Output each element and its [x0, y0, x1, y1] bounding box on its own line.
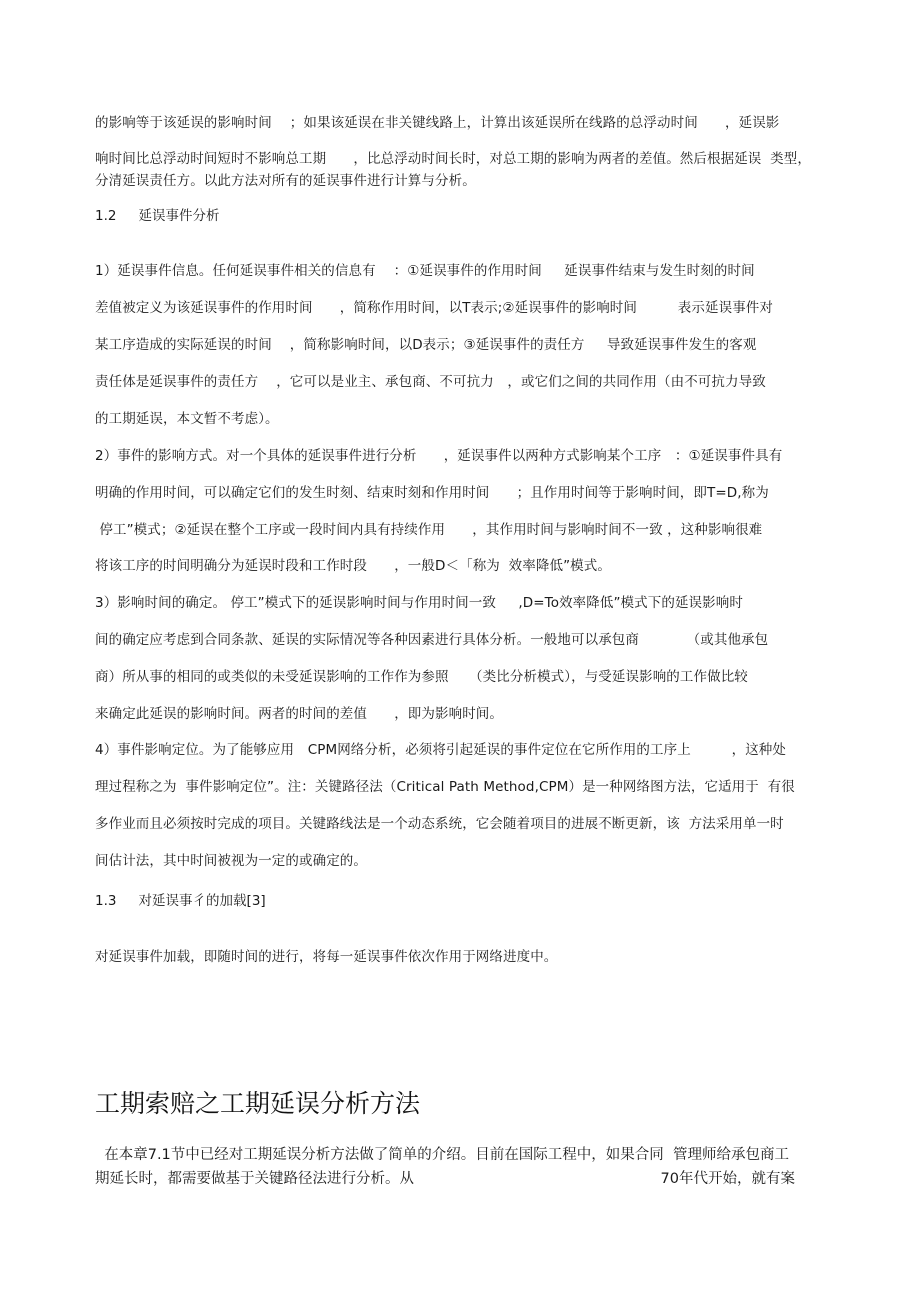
section-heading-1-2: 1.2 延误事件分析	[95, 208, 220, 224]
text-line: 1）延误事件信息。任何延误事件相关的信息有 ：①延误事件的作用时间 延误事件结束与发生时刻的时间	[95, 263, 755, 279]
text-line: 的工期延误，本文暂不考虑）。	[95, 411, 279, 427]
text-line: 商）所从事的相同的或类似的未受延误影响的工作作为参照 （类比分析模式），与受延误影响的工作做比较	[95, 669, 748, 685]
text-line: 响时间比总浮动时间短时不影响总工期 ，比总浮动时间长时，对总工期的影响为两者的差值。然后根据延误 类型，	[95, 151, 811, 167]
text-line: 分清延误责任方。以此方法对所有的延误事件进行计算与分析。	[95, 173, 476, 189]
text-line: 明确的作用时间，可以确定它们的发生时刻、结束时刻和作用时间 ；且作用时间等于影响时间，即T=D,称为	[95, 485, 769, 501]
text-line: 责任体是延误事件的责任方 ，它可以是业主、承包商、不可抗力 ，或它们之间的共同作用（由不可抗力导致	[95, 374, 766, 390]
text-line: 期延长时，都需要做基于关键路径法进行分析。从 70年代开始，就有案	[95, 1171, 795, 1187]
section-heading-1-3: 1.3 对延误事彳的加载[3]	[95, 893, 266, 909]
text-line: 来确定此延误的影响时间。两者的时间的差值 ，即为影响时间。	[95, 706, 503, 722]
text-line: 在本章7.1节中已经对工期延误分析方法做了简单的介绍。目前在国际工程中，如果合同 管理师给承包商工	[95, 1147, 789, 1163]
text-line: 理过程称之为 事件影响定位”。注：关键路径法（Critical Path Method,CPM）是一种网络图方法，它适用于 有很	[95, 779, 795, 795]
text-line: 4）事件影响定位。为了能够应用 CPM网络分析，必须将引起延误的事件定位在它所作用的工序上 ，这种处	[95, 742, 787, 758]
text-line: 间估计法，其中时间被视为一定的或确定的。	[95, 853, 367, 869]
text-line: 某工序造成的实际延误的时间 ，简称影响时间，以D表示；③延误事件的责任方 导致延误事件发生的客观	[95, 337, 757, 353]
text-line: 对延误事件加载，即随时间的进行，将每一延误事件依次作用于网络进度中。	[95, 949, 558, 965]
text-line: 差值被定义为该延误事件的作用时间 ，简称作用时间，以T表示;②延误事件的影响时间 表示延误事件对	[95, 300, 773, 316]
section-title: 工期索赔之工期延误分析方法	[95, 1089, 421, 1118]
text-line: 2）事件的影响方式。对一个具体的延误事件进行分析 ，延误事件以两种方式影响某个工序 ：①延误事件具有	[95, 448, 783, 464]
text-line: 停工”模式；②延误在整个工序或一段时间内具有持续作用 ，其作用时间与影响时间不一致 ，这种影响很难	[95, 522, 763, 538]
text-line: 将该工序的时间明确分为延误时段和工作时段 ，一般D＜「称为 效率降低”模式。	[95, 558, 611, 574]
text-line: 多作业而且必须按时完成的项目。关键路线法是一个动态系统，它会随着项目的进展不断更新，该 方法采用单一时	[95, 816, 784, 832]
text-line: 的影响等于该延误的影响时间 ；如果该延误在非关键线路上，计算出该延误所在线路的总浮动时间 ，延误影	[95, 115, 780, 131]
text-line: 3）影响时间的确定。 停工”模式下的延误影响时间与作用时间一致 ,D=To效率降低”模式下的延误影响时	[95, 595, 743, 611]
text-line: 间的确定应考虑到合同条款、延误的实际情况等各种因素进行具体分析。一般地可以承包商 （或其他承包	[95, 632, 769, 648]
